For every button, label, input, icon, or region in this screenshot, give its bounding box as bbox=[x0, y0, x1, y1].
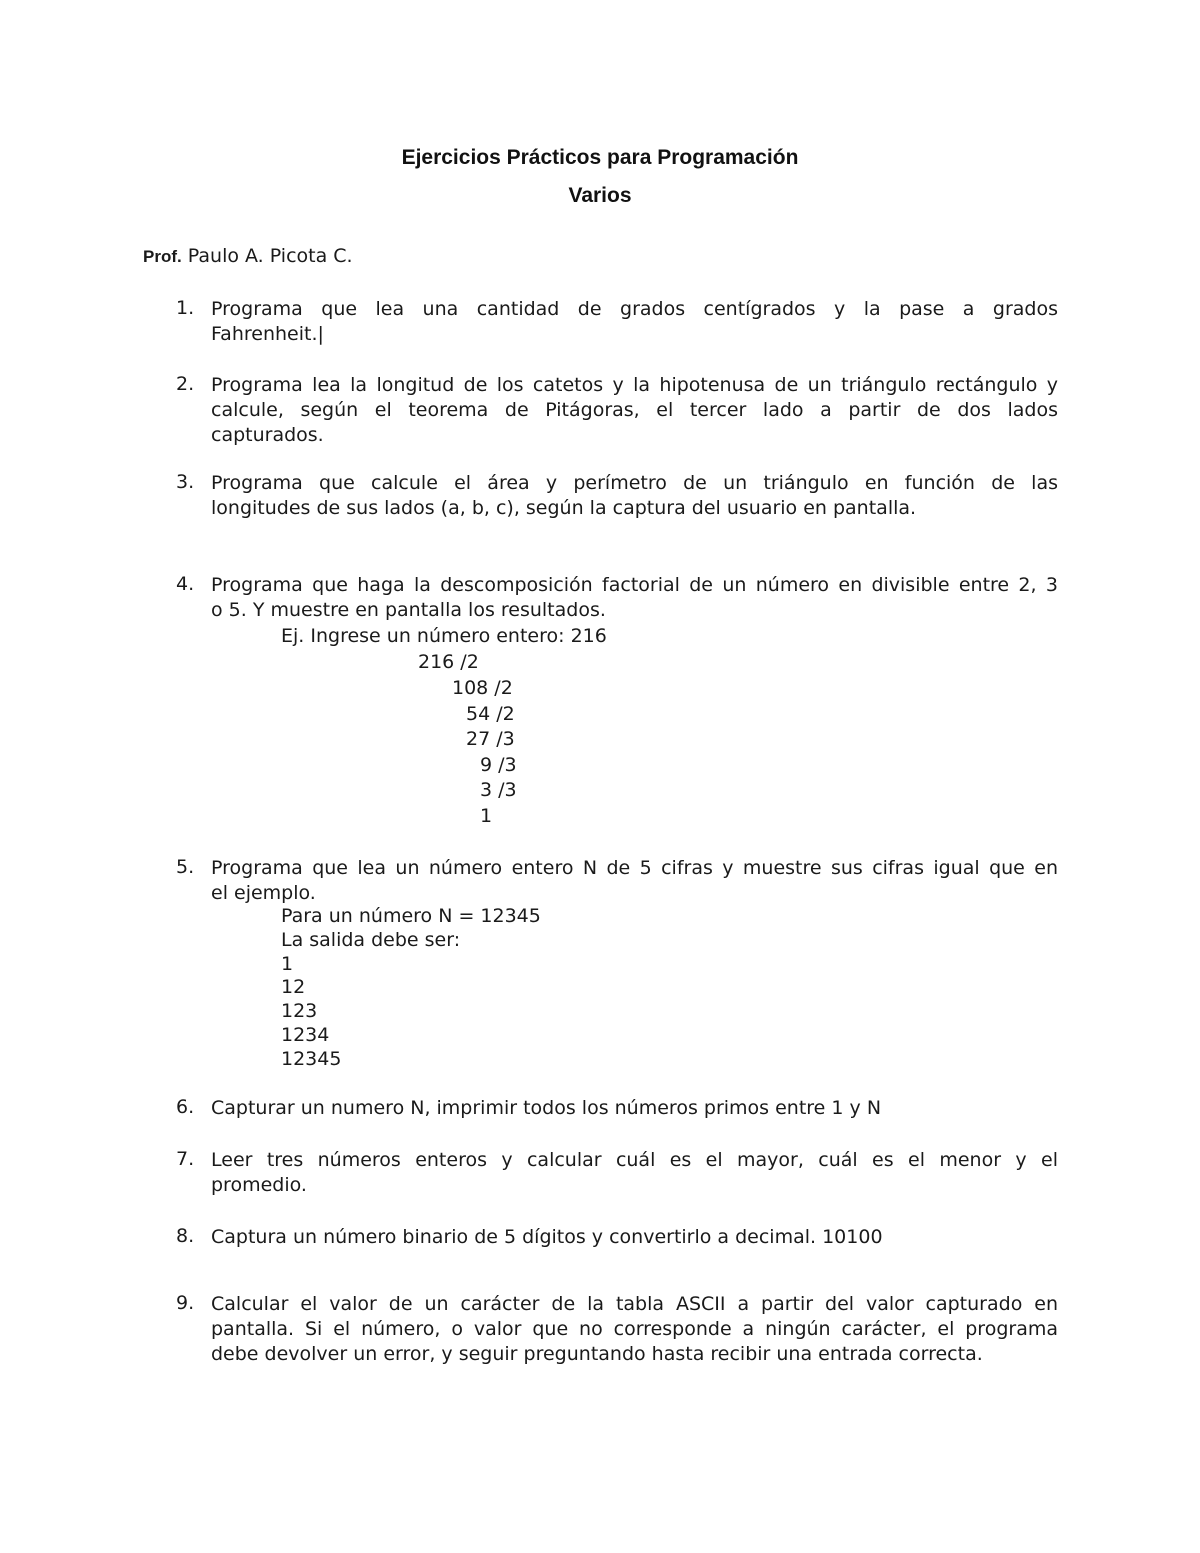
factor-step: 9 /3 bbox=[480, 754, 517, 776]
item-number: 1. bbox=[176, 297, 195, 319]
item-number: 5. bbox=[176, 856, 195, 878]
item-line: debe devolver un error, y seguir preguntando hasta recibir una entrada correcta. bbox=[211, 1343, 983, 1365]
author-label: Prof. bbox=[143, 247, 182, 266]
example-line: 12 bbox=[281, 976, 306, 998]
factor-step: 108 /2 bbox=[452, 677, 513, 699]
item-line: Capturar un numero N, imprimir todos los números primos entre 1 y N bbox=[211, 1097, 882, 1119]
item-text bbox=[211, 856, 1058, 906]
item-text bbox=[211, 297, 1058, 347]
example-line: La salida debe ser: bbox=[281, 929, 461, 951]
factor-step: 1 bbox=[480, 805, 493, 827]
example-line: Para un número N = 12345 bbox=[281, 905, 541, 927]
item-number: 6. bbox=[176, 1096, 195, 1118]
document-title: Ejercicios Prácticos para Programación bbox=[401, 146, 799, 169]
item-line: Programa que lea una cantidad de grados centígrados y la pase a grados bbox=[211, 298, 1058, 320]
author-line bbox=[143, 244, 353, 269]
item-line: Captura un número binario de 5 dígitos y convertirlo a decimal. 10100 bbox=[211, 1226, 883, 1248]
item-number: 9. bbox=[176, 1292, 195, 1314]
item-text bbox=[211, 1096, 1058, 1121]
item-line: capturados. bbox=[211, 424, 324, 446]
item-line: Programa que calcule el área y perímetro de un triángulo en función de las bbox=[211, 472, 1058, 494]
factor-step: 216 /2 bbox=[418, 651, 479, 673]
example-line: 12345 bbox=[281, 1048, 342, 1070]
factor-step: 3 /3 bbox=[480, 779, 517, 801]
factor-step: 27 /3 bbox=[466, 728, 515, 750]
item-line: Programa lea la longitud de los catetos y la hipotenusa de un triángulo rectángulo y bbox=[211, 374, 1058, 396]
item-number: 4. bbox=[176, 573, 195, 595]
example-line: 1 bbox=[281, 953, 294, 975]
item-text bbox=[211, 1148, 1058, 1198]
item-text bbox=[211, 573, 1058, 623]
author-name: Paulo A. Picota C. bbox=[181, 245, 353, 267]
item-line: Fahrenheit.| bbox=[211, 323, 324, 345]
example-intro: Ej. Ingrese un número entero: 216 bbox=[281, 625, 607, 647]
item-line: calcule, según el teorema de Pitágoras, el tercer lado a partir de dos lados bbox=[211, 399, 1058, 421]
item-number: 3. bbox=[176, 471, 195, 493]
item-text bbox=[211, 1292, 1058, 1367]
item-line: Programa que haga la descomposición factorial de un número en divisible entre 2, 3 bbox=[211, 574, 1058, 596]
item-line: promedio. bbox=[211, 1174, 307, 1196]
item-line: Calcular el valor de un carácter de la tabla ASCII a partir del valor capturado en bbox=[211, 1293, 1058, 1315]
item-line: el ejemplo. bbox=[211, 882, 316, 904]
document-subtitle: Varios bbox=[568, 184, 632, 207]
item-line: pantalla. Si el número, o valor que no corresponde a ningún carácter, el programa bbox=[211, 1318, 1058, 1340]
item-number: 7. bbox=[176, 1148, 195, 1170]
item-text bbox=[211, 1225, 1058, 1250]
item-number: 2. bbox=[176, 373, 195, 395]
item-number: 8. bbox=[176, 1225, 195, 1247]
item-line: Programa que lea un número entero N de 5 cifras y muestre sus cifras igual que en bbox=[211, 857, 1058, 879]
example-line: 123 bbox=[281, 1000, 318, 1022]
factor-step: 54 /2 bbox=[466, 703, 515, 725]
item-line: o 5. Y muestre en pantalla los resultados. bbox=[211, 599, 606, 621]
item-text bbox=[211, 471, 1058, 521]
example-line: 1234 bbox=[281, 1024, 330, 1046]
item-line: longitudes de sus lados (a, b, c), según la captura del usuario en pantalla. bbox=[211, 497, 917, 519]
item-text bbox=[211, 373, 1058, 448]
item-line: Leer tres números enteros y calcular cuál es el mayor, cuál es el menor y el bbox=[211, 1149, 1058, 1171]
